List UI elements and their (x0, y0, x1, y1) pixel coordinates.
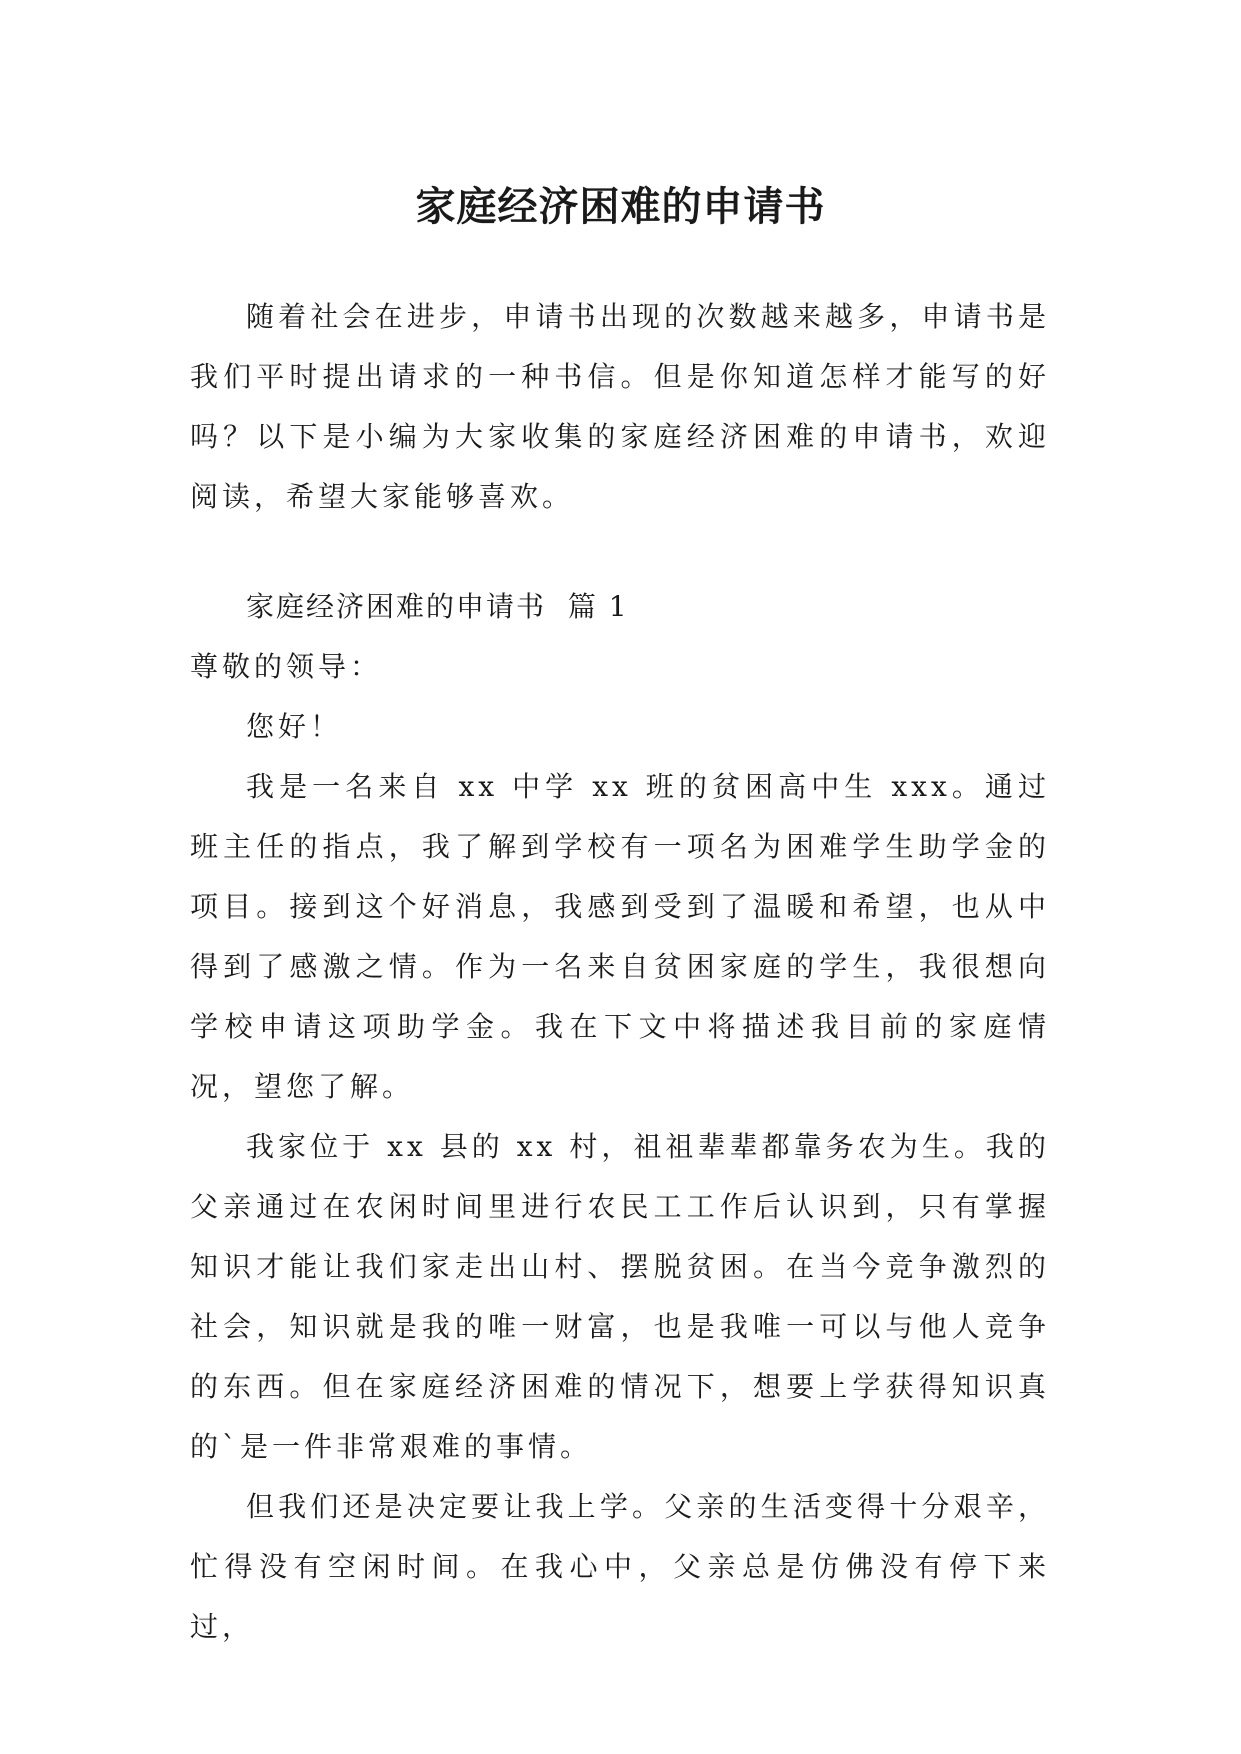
intro-paragraph: 随着社会在进步，申请书出现的次数越来越多，申请书是我们平时提出请求的一种书信。但是你知道怎样才能写的好吗？以下是小编为大家收集的家庭经济困难的申请书，欢迎阅读，希望大家能够喜欢。 (190, 300, 1050, 513)
section-heading (190, 577, 1050, 637)
section-number: 篇 1 (567, 590, 629, 623)
greeting: 您好！ (246, 710, 343, 743)
letter-paragraph-2: 我家位于 xx 县的 xx 村，祖祖辈辈都靠务农为生。我的父亲通过在农闲时间里进行农民工工作后认识到，只有掌握知识才能让我们家走出山村、摆脱贫困。在当今竞争激烈的社会，知识就是我的唯一财富，也是我唯一可以与他人竞争的东西。但在家庭经济困难的情况下，想要上学获得知识真的`是一件非常艰难的事情。 (190, 1130, 1050, 1463)
intro-section (190, 287, 1050, 527)
letter-section (190, 577, 1050, 1657)
letter-paragraph-3: 但我们还是决定要让我上学。父亲的生活变得十分艰辛，忙得没有空闲时间。在我心中，父亲总是仿佛没有停下来过， (190, 1490, 1050, 1643)
document-title: 家庭经济困难的申请书 (415, 183, 826, 230)
letter-paragraph-1: 我是一名来自 xx 中学 xx 班的贫困高中生 xxx。通过班主任的指点，我了解到学校有一项名为困难学生助学金的项目。接到这个好消息，我感到受到了温暖和希望，也从中得到了感激之情。作为一名来自贫困家庭的学生，我很想向学校申请这项助学金。我在下文中将描述我目前的家庭情况，望您了解。 (190, 770, 1050, 1103)
section-title: 家庭经济困难的申请书 (246, 590, 547, 623)
salutation: 尊敬的领导： (190, 650, 383, 683)
